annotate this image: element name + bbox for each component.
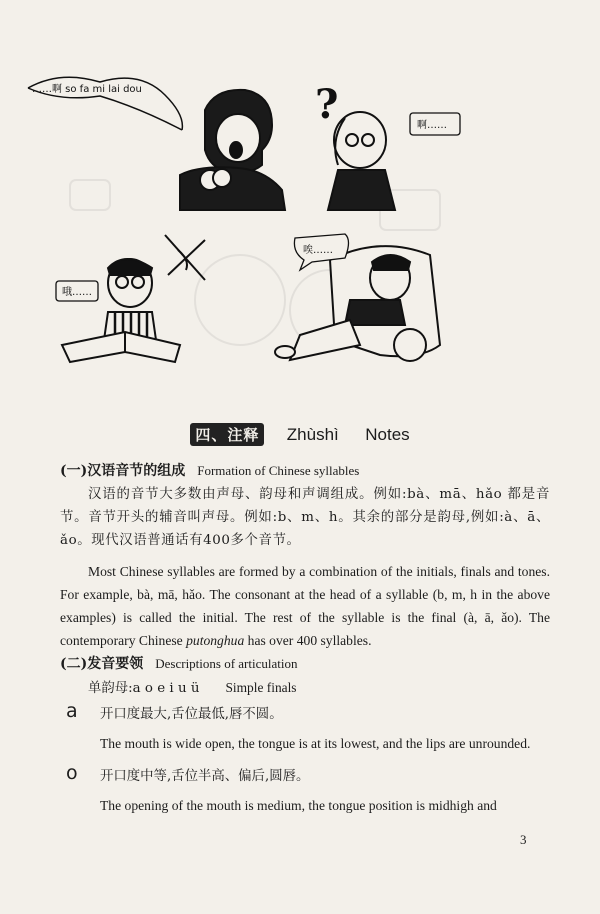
vowel-a-zh: 开口度最大,舌位最低,唇不圆。 (100, 707, 283, 722)
part2-heading (60, 652, 550, 676)
vowel-a-row (60, 700, 550, 726)
part1-heading (60, 459, 550, 483)
part1-en-text: Most Chinese syllables are formed by a combination of the initials, finals and tones. For example, bà, mā, hǎo. The consonant at the head of a syllable (b, m, h in the above examples) is called the initial. The rest of the syllable is the final (à, ā, ǎo). The contemporary Chinese (60, 564, 550, 648)
part1-block (60, 459, 550, 652)
svg-text:啊……: 啊…… (417, 120, 447, 131)
svg-text:……啊 so fa mi lai dou: ……啊 so fa mi lai dou (32, 84, 142, 95)
putonghua-term: putonghua (186, 633, 245, 648)
simple-finals-line (60, 676, 550, 700)
reading-boy-figure (62, 259, 180, 362)
boy-speech-bubble (56, 281, 98, 301)
section-title (0, 423, 600, 446)
vowel-o-letter: o (66, 762, 78, 784)
section-number-badge: 四、注释 (190, 423, 264, 446)
part1-paragraph-en (60, 560, 550, 652)
vowel-a-en: The mouth is wide open, the tongue is at its lowest, and the lips are unrounded. (100, 736, 531, 751)
part2-block (60, 652, 550, 817)
section-pinyin: Zhùshì (286, 424, 339, 444)
page-number: 3 (520, 832, 527, 847)
part1-en-text-end: has over 400 syllables. (244, 633, 372, 648)
part2-heading-zh: (二)发音要领 (60, 656, 144, 672)
part1-heading-en: Formation of Chinese syllables (197, 463, 360, 478)
man-speech-bubble (410, 113, 460, 135)
svg-text:哦……: 哦…… (62, 287, 92, 298)
vowel-o-en: The opening of the mouth is medium, the tongue position is midhigh and (100, 798, 497, 813)
vowel-o-zh: 开口度中等,舌位半高、偏后,圆唇。 (100, 769, 310, 784)
singing-woman-figure (180, 90, 285, 210)
vowel-o-row (60, 762, 550, 788)
question-mark-icon: ? (315, 81, 339, 128)
part1-paragraph-zh: 汉语的音节大多数由声母、韵母和声调组成。例如:bà、mā、hǎo 都是音节。音节开头的辅音叫声母。例如:b、m、h。其余的部分是韵母,例如:à、ā、ǎo。现代汉语普通话有400多个音节。 (60, 487, 550, 548)
vowel-a-letter: a (66, 700, 78, 722)
part1-heading-zh: (一)汉语音节的组成 (60, 463, 186, 479)
svg-text:唉……: 唉…… (303, 245, 333, 256)
simple-finals-en: Simple finals (225, 680, 297, 695)
sleeping-person-figure (275, 246, 440, 361)
singer-speech-bubble (28, 77, 182, 130)
simple-finals-zh: 单韵母:a o e i u ü (88, 681, 200, 696)
crossed-out-sound-icon (165, 235, 205, 280)
section-english: Notes (365, 424, 410, 444)
confused-man-figure (328, 112, 395, 210)
cartoon-illustration (0, 0, 600, 415)
part2-heading-en: Descriptions of articulation (155, 656, 298, 671)
